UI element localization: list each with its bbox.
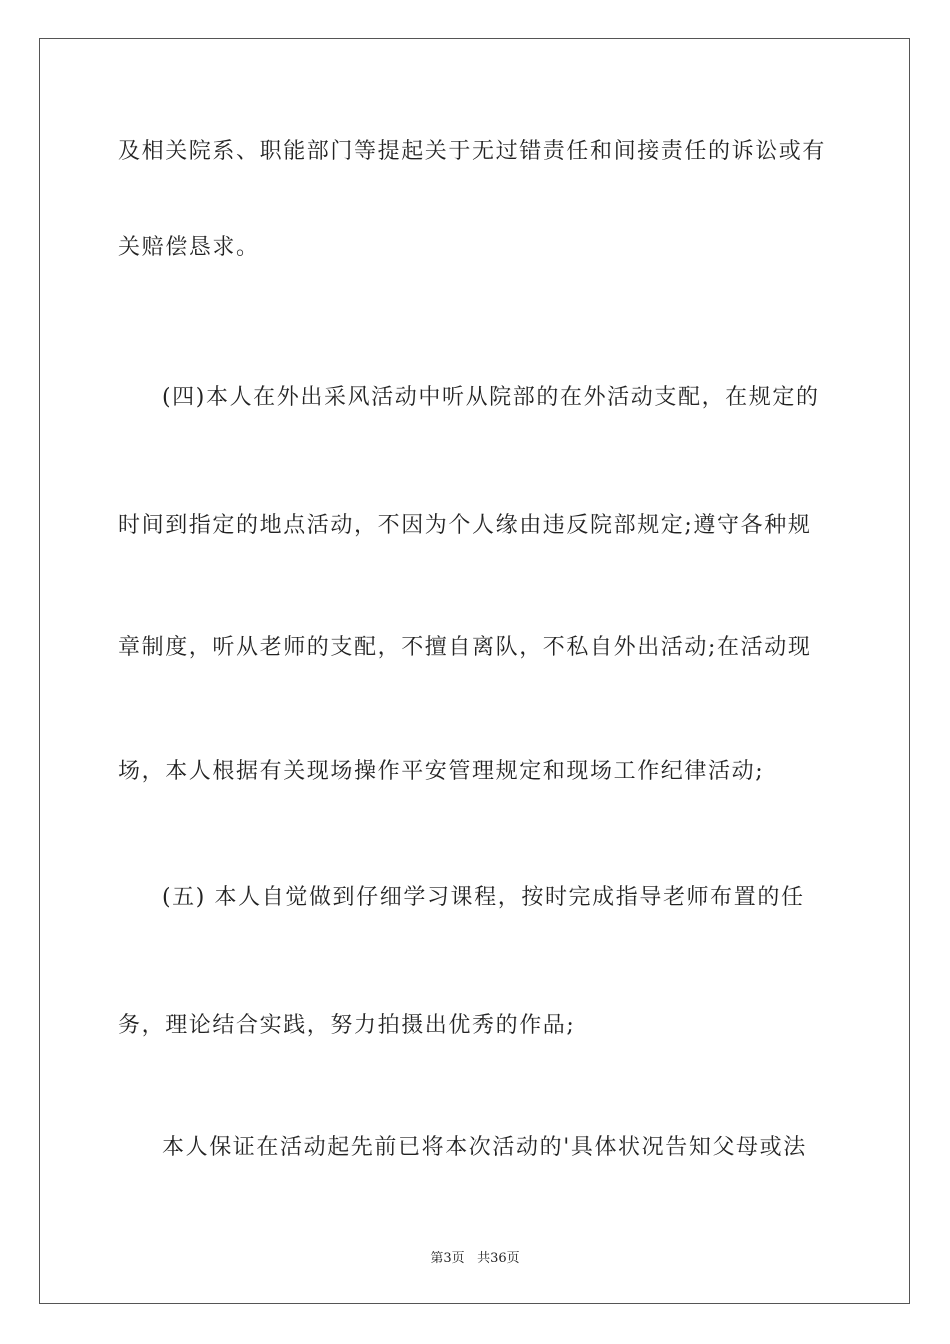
text-line-3: (四)本人在外出采风活动中听从院部的在外活动支配，在规定的 — [162, 385, 820, 410]
text-line-1: 及相关院系、职能部门等提起关于无过错责任和间接责任的诉讼或有 — [118, 139, 827, 164]
text-line-5: 章制度，听从老师的支配，不擅自离队，不私自外出活动;在活动现 — [118, 635, 812, 660]
page-frame — [39, 38, 910, 1304]
text-line-2: 关赔偿恳求。 — [118, 235, 260, 260]
text-line-7: (五) 本人自觉做到仔细学习课程，按时完成指导老师布置的任 — [162, 885, 805, 910]
text-line-6: 场，本人根据有关现场操作平安管理规定和现场工作纪律活动; — [118, 759, 765, 784]
page-footer — [0, 1247, 950, 1266]
text-line-8: 务，理论结合实践，努力拍摄出优秀的作品; — [118, 1013, 576, 1038]
text-line-4: 时间到指定的地点活动，不因为个人缘由违反院部规定;遵守各种规 — [118, 513, 812, 538]
text-line-9: 本人保证在活动起先前已将本次活动的'具体状况告知父母或法 — [162, 1135, 807, 1160]
page-total: 共36页 — [477, 1251, 520, 1266]
page-number: 第3页 — [430, 1251, 465, 1266]
